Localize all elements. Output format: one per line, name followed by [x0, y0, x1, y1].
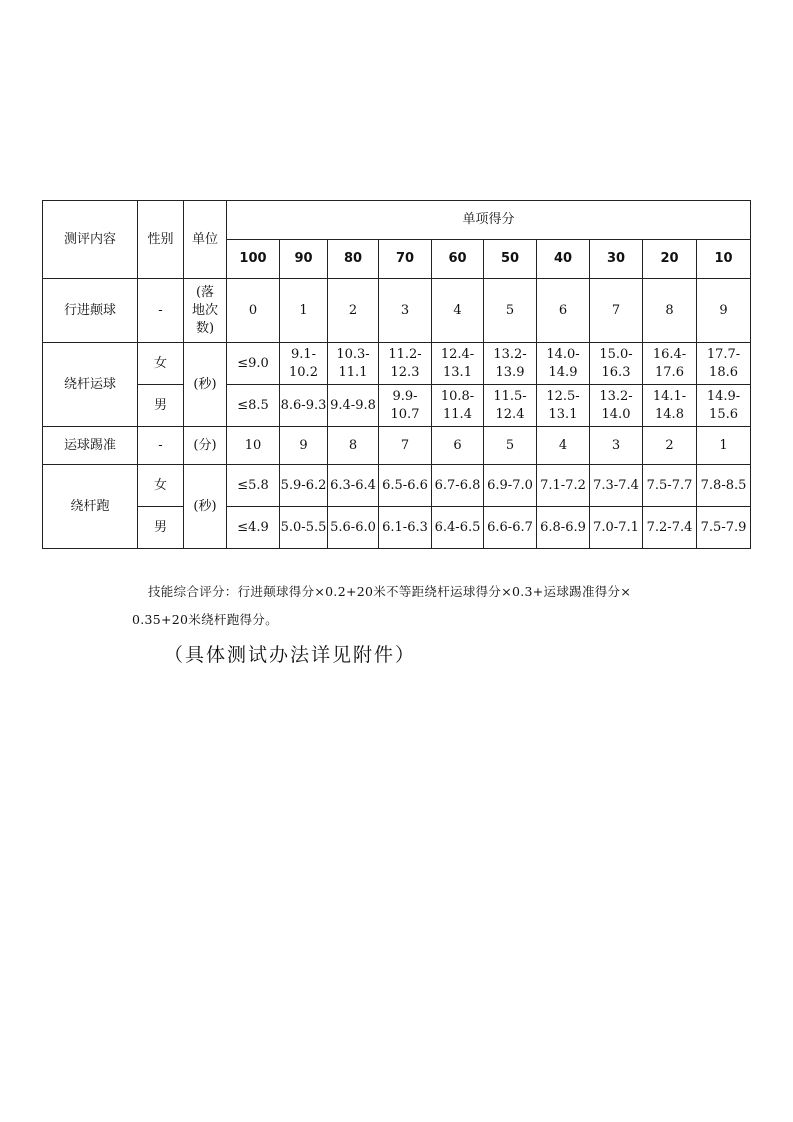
row-item: 运球踢准	[43, 427, 138, 465]
formula-line-2: 0.35+20米绕杆跑得分。	[132, 612, 278, 627]
score-cell: 6.5-6.6	[379, 465, 432, 507]
score-cell: 7.5-7.7	[643, 465, 697, 507]
score-cell: 12.5-13.1	[537, 385, 590, 427]
score-cell: 8	[328, 427, 379, 465]
header-points: 50	[484, 240, 537, 279]
score-cell: 6.9-7.0	[484, 465, 537, 507]
row-gender: 女	[138, 465, 184, 507]
score-cell: 2	[643, 427, 697, 465]
score-cell: 7.0-7.1	[590, 507, 643, 549]
header-score-group: 单项得分	[227, 201, 751, 240]
header-points: 60	[432, 240, 484, 279]
score-cell: 11.5-12.4	[484, 385, 537, 427]
table-row	[43, 343, 751, 385]
row-item: 绕杆跑	[43, 465, 138, 549]
score-cell: 14.0-14.9	[537, 343, 590, 385]
score-cell: 13.2-13.9	[484, 343, 537, 385]
score-cell: 12.4-13.1	[432, 343, 484, 385]
header-points: 10	[697, 240, 751, 279]
score-cell: 9.1-10.2	[280, 343, 328, 385]
score-cell: ≤9.0	[227, 343, 280, 385]
attachment-reference: （具体测试办法详见附件）	[164, 644, 417, 666]
score-cell: 5.9-6.2	[280, 465, 328, 507]
score-cell: 9	[697, 279, 751, 343]
score-cell: 6	[537, 279, 590, 343]
score-cell: 7	[379, 427, 432, 465]
table-row	[43, 465, 751, 507]
header-points: 100	[227, 240, 280, 279]
score-cell: 16.4-17.6	[643, 343, 697, 385]
score-cell: 6.3-6.4	[328, 465, 379, 507]
row-unit: (分)	[184, 427, 227, 465]
score-cell: 13.2-14.0	[590, 385, 643, 427]
table-row	[43, 507, 751, 549]
score-cell: 7.1-7.2	[537, 465, 590, 507]
score-cell: 8	[643, 279, 697, 343]
score-cell: 9.4-9.8	[328, 385, 379, 427]
table-row	[43, 427, 751, 465]
score-cell: 7.8-8.5	[697, 465, 751, 507]
header-points: 40	[537, 240, 590, 279]
score-cell: 10.8-11.4	[432, 385, 484, 427]
score-cell: 6.8-6.9	[537, 507, 590, 549]
score-cell: 15.0-16.3	[590, 343, 643, 385]
row-unit: (秒)	[184, 465, 227, 549]
score-cell: 14.9-15.6	[697, 385, 751, 427]
score-cell: 9.9-10.7	[379, 385, 432, 427]
score-cell: 6.1-6.3	[379, 507, 432, 549]
score-cell: 4	[432, 279, 484, 343]
table-row	[43, 385, 751, 427]
header-item: 测评内容	[43, 201, 138, 279]
score-cell: 14.1-14.8	[643, 385, 697, 427]
header-unit: 单位	[184, 201, 227, 279]
header-points: 90	[280, 240, 328, 279]
row-item: 绕杆运球	[43, 343, 138, 427]
header-gender: 性别	[138, 201, 184, 279]
score-cell: ≤8.5	[227, 385, 280, 427]
score-cell: 5	[484, 279, 537, 343]
score-cell: 1	[697, 427, 751, 465]
score-table	[42, 200, 751, 549]
score-cell: 1	[280, 279, 328, 343]
header-points: 70	[379, 240, 432, 279]
scoring-formula-note	[132, 578, 708, 634]
score-cell: 3	[379, 279, 432, 343]
header-points: 30	[590, 240, 643, 279]
row-unit: (秒)	[184, 343, 227, 427]
score-cell: 7.2-7.4	[643, 507, 697, 549]
score-cell: 10	[227, 427, 280, 465]
score-cell: 6.6-6.7	[484, 507, 537, 549]
score-cell: 5	[484, 427, 537, 465]
row-unit: (落地次数)	[184, 279, 227, 343]
score-cell: ≤4.9	[227, 507, 280, 549]
score-cell: 2	[328, 279, 379, 343]
row-item: 行进颠球	[43, 279, 138, 343]
formula-line-1: 技能综合评分：行进颠球得分×0.2+20米不等距绕杆运球得分×0.3+运球踢准得分×	[148, 584, 632, 599]
row-gender: 男	[138, 385, 184, 427]
score-cell: 11.2-12.3	[379, 343, 432, 385]
score-cell: 17.7-18.6	[697, 343, 751, 385]
score-cell: 5.6-6.0	[328, 507, 379, 549]
table-row	[43, 279, 751, 343]
score-cell: 6.4-6.5	[432, 507, 484, 549]
score-cell: 0	[227, 279, 280, 343]
score-cell: 7.5-7.9	[697, 507, 751, 549]
header-points: 20	[643, 240, 697, 279]
score-cell: ≤5.8	[227, 465, 280, 507]
row-gender: -	[138, 279, 184, 343]
score-cell: 10.3-11.1	[328, 343, 379, 385]
score-cell: 9	[280, 427, 328, 465]
score-cell: 4	[537, 427, 590, 465]
row-gender: 女	[138, 343, 184, 385]
header-points: 80	[328, 240, 379, 279]
score-cell: 6	[432, 427, 484, 465]
score-cell: 8.6-9.3	[280, 385, 328, 427]
score-cell: 6.7-6.8	[432, 465, 484, 507]
score-cell: 7.3-7.4	[590, 465, 643, 507]
row-gender: 男	[138, 507, 184, 549]
score-cell: 3	[590, 427, 643, 465]
score-cell: 5.0-5.5	[280, 507, 328, 549]
score-cell: 7	[590, 279, 643, 343]
row-gender: -	[138, 427, 184, 465]
